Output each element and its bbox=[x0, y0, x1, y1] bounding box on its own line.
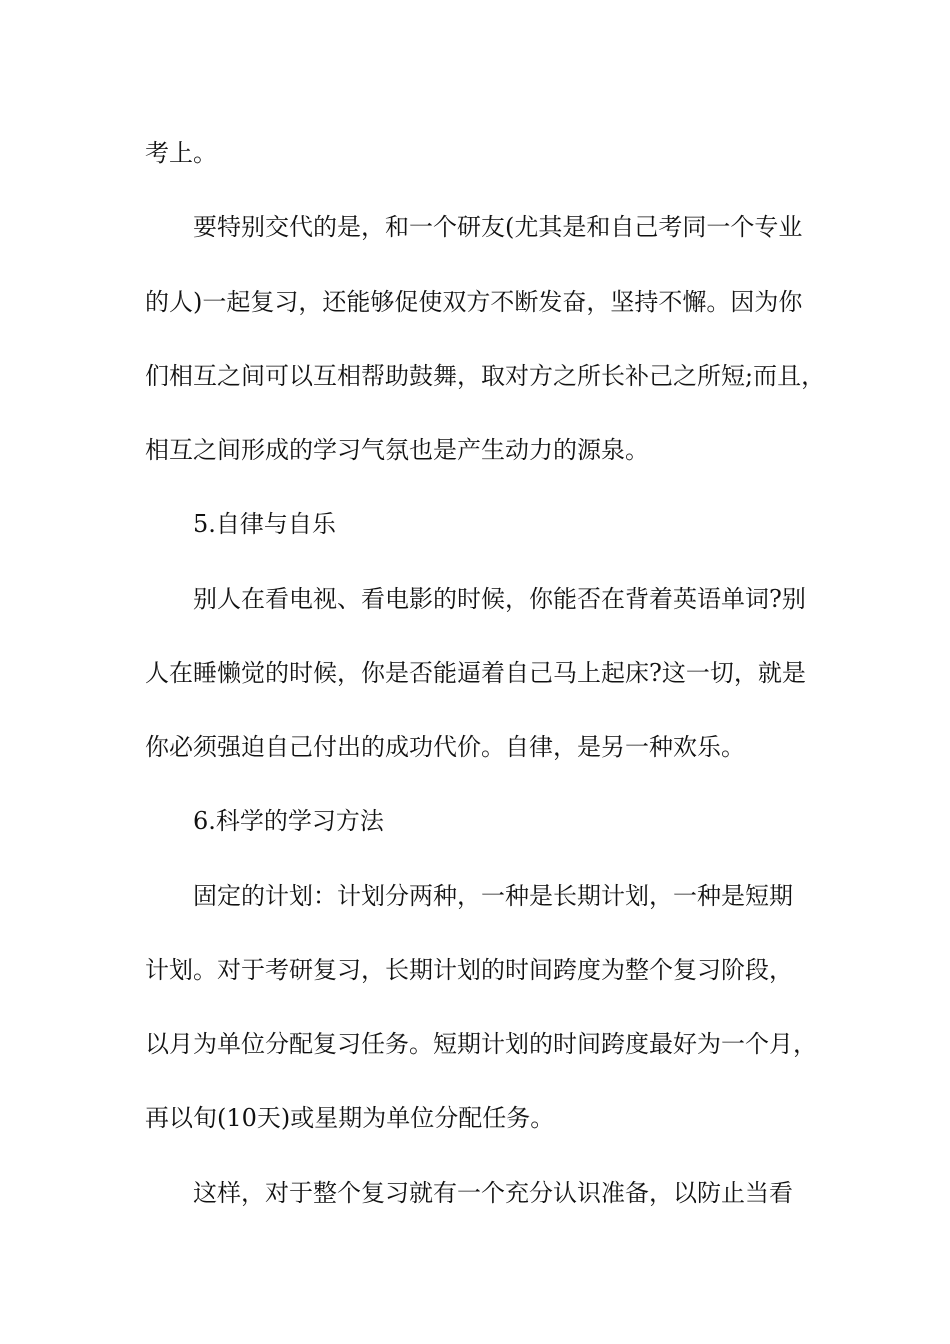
paragraph-line: 别人在看电视、看电影的时候，你能否在背着英语单词?别 bbox=[193, 585, 806, 613]
paragraph-line: 你必须强迫自己付出的成功代价。自律，是另一种欢乐。 bbox=[145, 733, 745, 761]
paragraph-line: 的人)一起复习，还能够促使双方不断发奋，坚持不懈。因为你 bbox=[145, 288, 803, 316]
paragraph-line: 考上。 bbox=[145, 139, 217, 167]
paragraph-line: 计划。对于考研复习，长期计划的时间跨度为整个复习阶段， bbox=[145, 956, 793, 984]
section-heading: 6.科学的学习方法 bbox=[193, 807, 384, 835]
paragraph-line: 要特别交代的是，和一个研友(尤其是和自己考同一个专业 bbox=[193, 213, 803, 241]
paragraph-line: 再以旬(10天)或星期为单位分配任务。 bbox=[145, 1104, 555, 1132]
paragraph-line: 们相互之间可以互相帮助鼓舞，取对方之所长补己之所短;而且， bbox=[145, 362, 826, 390]
paragraph-line: 以月为单位分配复习任务。短期计划的时间跨度最好为一个月， bbox=[145, 1030, 817, 1058]
paragraph-line: 相互之间形成的学习气氛也是产生动力的源泉。 bbox=[145, 436, 649, 464]
paragraph-line: 固定的计划：计划分两种，一种是长期计划，一种是短期 bbox=[193, 882, 793, 910]
paragraph-line: 这样，对于整个复习就有一个充分认识准备，以防止当看 bbox=[193, 1179, 793, 1207]
section-heading: 5.自律与自乐 bbox=[193, 510, 336, 538]
paragraph-line: 人在睡懒觉的时候，你是否能逼着自己马上起床?这一切，就是 bbox=[145, 659, 806, 687]
